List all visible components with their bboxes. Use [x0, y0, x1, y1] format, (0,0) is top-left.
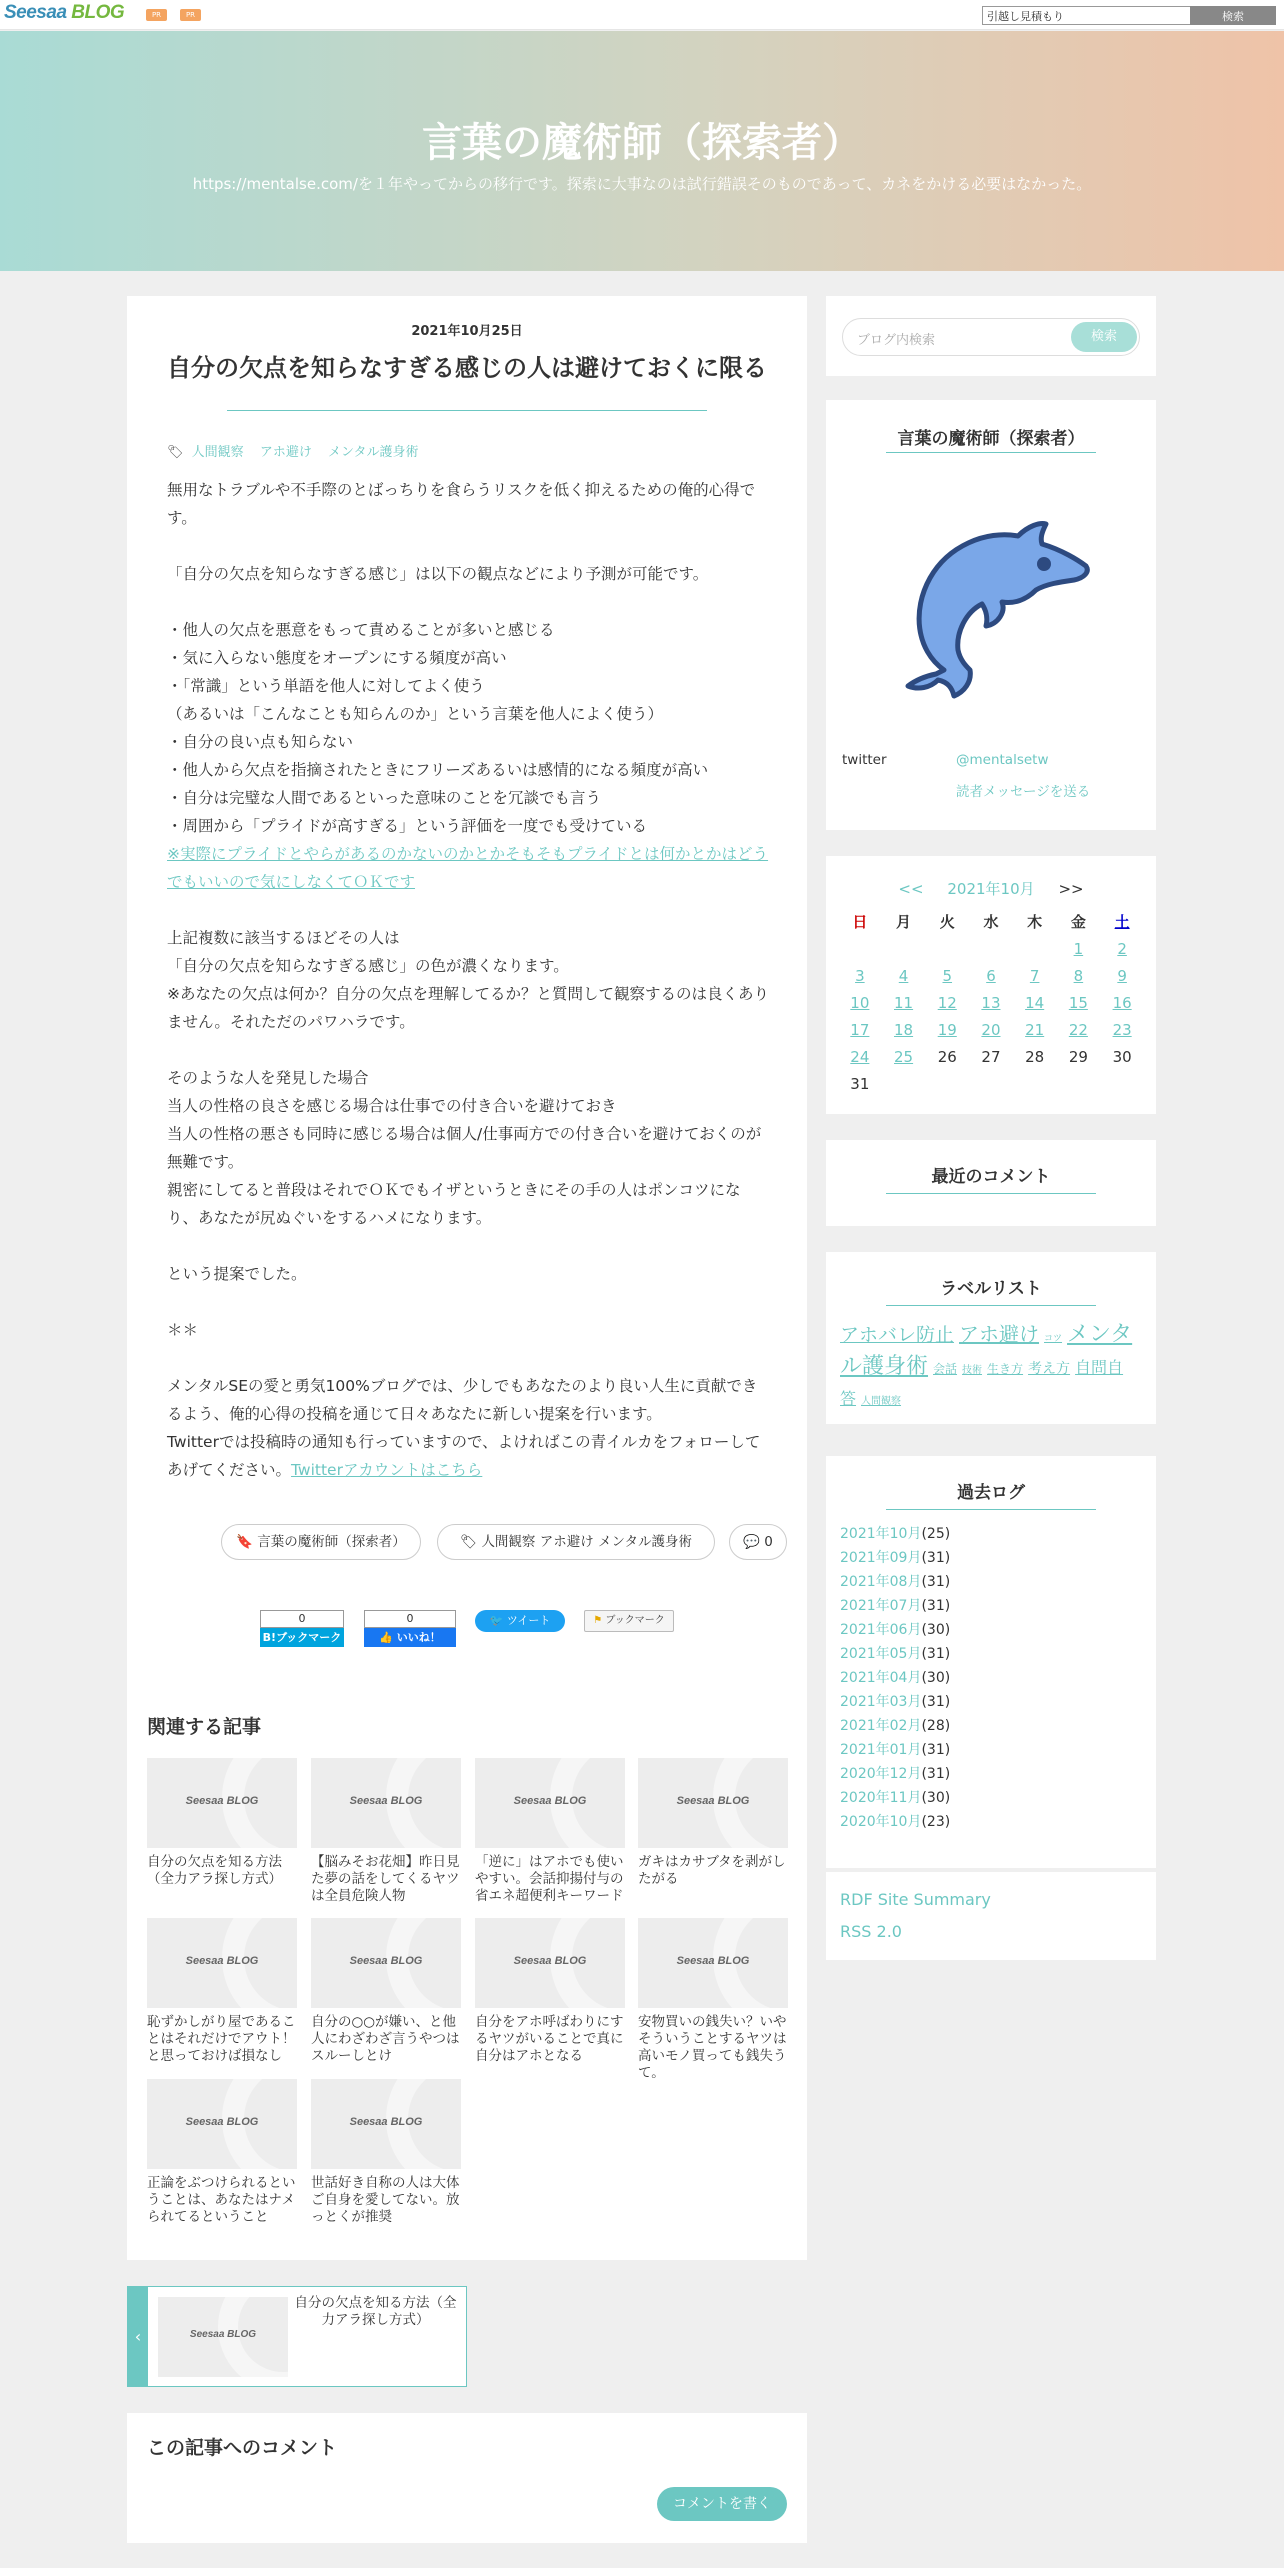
calendar-day [1013, 935, 1057, 962]
calendar-day-link[interactable]: 6 [986, 966, 996, 985]
tags-icon: 🏷 [167, 445, 184, 460]
calendar-day-link[interactable]: 15 [1068, 993, 1088, 1012]
archive-item [840, 1690, 950, 1714]
calendar-weekday: 日 [852, 913, 868, 931]
body-line: 「自分の欠点を知らなすぎる感じ」の色が濃くなります。 [167, 957, 569, 975]
archive-count: (30) [921, 1790, 951, 1806]
site-title[interactable]: 言葉の魔術師（探索者） [422, 120, 862, 166]
twitter-account-link[interactable]: Twitterアカウントはこちら [291, 1461, 483, 1479]
calendar-weekday: 水 [983, 913, 999, 931]
label-link[interactable]: 技術 [962, 1365, 983, 1376]
tags-pill[interactable]: 🏷 人間観察 アホ避け メンタル護身術 [437, 1524, 715, 1560]
archive-month-link[interactable]: 2021年03月 [840, 1694, 922, 1710]
body-line: という提案でした。 [167, 1265, 307, 1283]
calendar-day: 27 [981, 1047, 1001, 1066]
calendar-prev-link[interactable]: << [898, 880, 924, 898]
chevron-left-icon[interactable]: ‹ [128, 2287, 148, 2386]
comment-count-pill[interactable]: 💬 0 [729, 1524, 787, 1560]
calendar-day[interactable] [1100, 1016, 1144, 1043]
archive-count: (31) [921, 1574, 951, 1590]
body-line: ・自分は完璧な人間であるといった意味のことを冗談でも言う [167, 789, 602, 807]
bookmark-icon: 🔖 [236, 1534, 253, 1550]
calendar-day-link[interactable]: 24 [850, 1047, 870, 1066]
body-line: ・他人の欠点を悪意をもって責めることが多いと感じる [167, 621, 555, 639]
tweet-button[interactable]: 🐦 ツイート [475, 1610, 565, 1632]
calendar-day [1013, 1070, 1057, 1097]
body-line: 無用なトラブルや不手際のとばっちりを食らうリスクを低く抑えるための俺的心得です。 [167, 481, 756, 527]
calendar-weekday: 土 [1114, 913, 1130, 931]
label-cloud [840, 1320, 1140, 1416]
seesaa-logo[interactable]: Seesaa BLOG [4, 2, 125, 23]
post-body [167, 476, 771, 1484]
calendar-next-link[interactable]: >> [1058, 880, 1084, 898]
calendar-month[interactable]: 2021年10月 [947, 880, 1035, 898]
tag-link[interactable]: 人間観察 [191, 445, 244, 460]
calendar-day [925, 1070, 969, 1097]
body-line: Twitterでは投稿時の通知も行っていますので、よければこの青イルカをフォローしてあげてください。Twitterアカウントはこちら [167, 1433, 761, 1479]
archive-month-link[interactable]: 2021年01月 [840, 1742, 922, 1758]
global-search-button[interactable]: 検索 [1190, 6, 1276, 25]
calendar-day [969, 1070, 1013, 1097]
archive-count: (25) [921, 1526, 951, 1542]
calendar-day[interactable] [925, 989, 969, 1016]
related-article[interactable] [638, 1918, 788, 2082]
calendar-day: 29 [1068, 1047, 1088, 1066]
bookmark-button[interactable]: ⚑ ブックマーク [584, 1610, 674, 1632]
calendar-day[interactable] [838, 1043, 882, 1070]
calendar-day[interactable] [925, 1016, 969, 1043]
archive-item [840, 1642, 950, 1666]
calendar-day[interactable] [1057, 1016, 1101, 1043]
calendar-day[interactable] [969, 989, 1013, 1016]
tags-icon: 🏷 [460, 1534, 478, 1550]
label-link[interactable]: 会話 [933, 1362, 958, 1376]
twitter-label: twitter [842, 752, 887, 768]
calendar-day[interactable] [1013, 962, 1057, 989]
title-divider [227, 410, 707, 411]
calendar-day [969, 935, 1013, 962]
archive-month-link[interactable]: 2021年08月 [840, 1574, 922, 1590]
label-link[interactable]: コツ [1044, 1334, 1063, 1344]
calendar-day-link[interactable]: 22 [1068, 1020, 1088, 1039]
archive-count: (31) [921, 1598, 951, 1614]
related-title[interactable]: 正論をぶつけられるということは、あなたはナメられてるということ [147, 2175, 296, 2225]
related-thumbnail[interactable]: Seesaa BLOG [475, 1758, 625, 1848]
calendar-day [882, 1070, 926, 1097]
calendar-day[interactable] [1057, 935, 1101, 962]
archive-count: (31) [921, 1646, 951, 1662]
related-article[interactable] [147, 2079, 297, 2226]
calendar-day-link[interactable]: 5 [942, 966, 953, 985]
facebook-count: 0 [364, 1610, 456, 1628]
calendar-day [882, 935, 926, 962]
calendar-day: 26 [937, 1047, 957, 1066]
comments-section [127, 2413, 807, 2543]
calendar-weekday: 木 [1027, 913, 1043, 931]
archive-month-link[interactable]: 2021年09月 [840, 1550, 922, 1566]
calendar-day [1057, 1070, 1101, 1097]
archive-item [840, 1546, 950, 1570]
calendar-day[interactable] [1100, 962, 1144, 989]
post-title: 自分の欠点を知らなすぎる感じの人は避けておくに限る [167, 354, 767, 382]
hatena-bookmark-button[interactable]: 0 B!ブックマーク [260, 1610, 344, 1647]
calendar-day[interactable] [882, 962, 926, 989]
post-meta-pills [127, 1524, 807, 1560]
blog-search-box[interactable] [842, 318, 1140, 356]
recent-comments-title: 最近のコメント [931, 1167, 1051, 1187]
archive-item [840, 1714, 950, 1738]
related-title[interactable]: 自分の○○が嫌い、と他人にわざわざ言うやつはスルーしとけ [311, 2014, 460, 2064]
body-line [167, 532, 771, 560]
calendar-weekday: 月 [896, 913, 912, 931]
calendar-day [838, 935, 882, 962]
related-title[interactable]: 安物買いの銭失い？いやそういうことするヤツは高いモノ買っても銭失うて。 [638, 2014, 787, 2081]
related-title[interactable]: 自分をアホ呼ばわりにするヤツがいることで真に自分はアホとなる [475, 2014, 624, 2064]
blog-search-input[interactable]: ブログ内検索 [857, 333, 936, 348]
calendar-day[interactable] [1100, 989, 1144, 1016]
related-thumbnail[interactable]: Seesaa BLOG [311, 1918, 461, 2008]
write-comment-button[interactable]: コメントを書く [657, 2487, 787, 2521]
calendar-day-link[interactable]: 12 [937, 993, 957, 1012]
body-line: 親密にしてると普段はそれでＯＫでもイザというときにその手の人はポンコツになり、あなたが尻ぬぐいをするハメになります。 [167, 1181, 741, 1227]
calendar-day-link[interactable]: 23 [1112, 1020, 1132, 1039]
calendar-day-link[interactable]: 19 [937, 1020, 957, 1039]
hatena-count: 0 [260, 1610, 344, 1628]
archive-count: (28) [921, 1718, 951, 1734]
archive-month-link[interactable]: 2021年04月 [840, 1670, 922, 1686]
related-thumbnail[interactable]: Seesaa BLOG [638, 1758, 788, 1848]
archive-item [840, 1618, 950, 1642]
archive-item [840, 1738, 950, 1762]
calendar-day[interactable] [1013, 989, 1057, 1016]
post-tags [167, 441, 430, 460]
calendar-day-link[interactable]: 2 [1117, 939, 1127, 958]
sidebar-feeds [826, 1872, 1156, 1960]
related-article[interactable] [147, 1758, 297, 1888]
calendar-day [925, 935, 969, 962]
body-line [167, 1232, 771, 1260]
twitter-handle-link[interactable]: @mentalsetw [956, 752, 1049, 768]
label-link[interactable]: アホ避け [959, 1322, 1040, 1346]
calendar-day[interactable] [882, 1043, 926, 1070]
related-title[interactable]: 【脳みそお花畑】昨日見た夢の話をしてくるヤツは全員危険人物 [311, 1854, 460, 1904]
calendar-day-link[interactable]: 9 [1117, 966, 1127, 985]
calendar-day-link[interactable]: 1 [1073, 939, 1084, 958]
sidebar-search [826, 296, 1156, 376]
archive-title: 過去ログ [957, 1483, 1025, 1503]
global-search-input[interactable] [982, 6, 1191, 25]
previous-post-title[interactable]: 自分の欠点を知る方法（全力アラ探し方式） [294, 2295, 457, 2328]
calendar-day-link[interactable]: 20 [981, 1020, 1001, 1039]
body-line: 当人の性格の良さを感じる場合は仕事での付き合いを避けておき [167, 1097, 617, 1115]
calendar-day[interactable] [838, 1016, 882, 1043]
archive-count: (31) [921, 1694, 951, 1710]
related-article[interactable] [147, 1918, 297, 2065]
body-line: （あるいは「こんなことも知らんのか」という言葉を他人によく使う） [167, 705, 664, 723]
calendar-table [838, 908, 1144, 1097]
previous-post-thumbnail[interactable]: Seesaa BLOG [158, 2297, 288, 2377]
archive-month-link[interactable]: 2021年07月 [840, 1598, 922, 1614]
related-heading: 関連する記事 [147, 1716, 262, 1738]
related-title[interactable]: ガキはカサブタを剥がしたがる [638, 1854, 786, 1887]
related-title[interactable]: 自分の欠点を知る方法（全力アラ探し方式） [147, 1854, 282, 1887]
archive-month-link[interactable]: 2021年06月 [840, 1622, 922, 1638]
calendar-day[interactable] [969, 962, 1013, 989]
calendar-day-link[interactable]: 13 [981, 993, 1001, 1012]
label-link[interactable]: 生き方 [987, 1362, 1024, 1376]
comments-heading: この記事へのコメント [147, 2437, 338, 2459]
calendar-day-link[interactable]: 8 [1073, 966, 1084, 985]
profile-title: 言葉の魔術師（探索者） [897, 429, 1085, 449]
pr-badge[interactable]: PR [180, 9, 201, 21]
archive-count: (30) [921, 1670, 951, 1686]
article-card [127, 296, 807, 2260]
blog-header [0, 31, 1284, 271]
calendar-weekday: 金 [1070, 913, 1086, 931]
body-line: メンタルSEの愛と勇気100%ブログでは、少しでもあなたのより良い人生に貢献できるよう、俺的心得の投稿を通じて日々あなたに新しい提案を行います。 [167, 1377, 758, 1423]
body-line [167, 1036, 771, 1064]
calendar-day-link[interactable]: 11 [894, 993, 914, 1012]
related-thumbnail[interactable]: Seesaa BLOG [311, 2079, 461, 2169]
calendar-day-link[interactable]: 7 [1029, 966, 1040, 985]
calendar-day[interactable] [838, 962, 882, 989]
related-article[interactable] [311, 1918, 461, 2065]
post-date: 2021年10月25日 [411, 324, 523, 339]
related-thumbnail[interactable]: Seesaa BLOG [147, 2079, 297, 2169]
related-thumbnail[interactable]: Seesaa BLOG [638, 1918, 788, 2008]
archive-count: (23) [921, 1814, 951, 1830]
bookmark-flag-icon: ⚑ [593, 1615, 603, 1626]
archive-month-link[interactable]: 2020年11月 [840, 1790, 922, 1806]
label-link[interactable]: アホバレ防止 [840, 1324, 955, 1346]
thumbs-up-icon: 👍 [379, 1631, 393, 1644]
related-thumbnail[interactable]: Seesaa BLOG [147, 1918, 297, 2008]
archive-list [840, 1522, 950, 1834]
body-line: ＊＊ [167, 1321, 199, 1339]
sidebar-archive [826, 1456, 1156, 1868]
body-line: そのような人を発見した場合 [167, 1069, 369, 1087]
archive-month-link[interactable]: 2021年05月 [840, 1646, 922, 1662]
body-line: 当人の性格の悪さも同時に感じる場合は個人/仕事両方での付き合いを避けておくのが無難です。 [167, 1125, 762, 1171]
body-line [167, 896, 771, 924]
twitter-bird-icon: 🐦 [489, 1614, 504, 1627]
related-article[interactable] [311, 2079, 461, 2226]
related-thumbnail[interactable]: Seesaa BLOG [311, 1758, 461, 1848]
calendar-day: 31 [850, 1074, 870, 1093]
related-article[interactable] [311, 1758, 461, 1905]
archive-item [840, 1762, 950, 1786]
calendar-day [1100, 1070, 1144, 1097]
calendar-day[interactable] [838, 989, 882, 1016]
pr-badge[interactable]: PR [146, 9, 167, 21]
body-line: ・「常識」という単語を他人に対してよく使う [167, 677, 485, 695]
body-line: 「自分の欠点を知らなすぎる感じ」は以下の観点などにより予測が可能です。 [167, 565, 709, 583]
calendar-day-link[interactable]: 14 [1025, 993, 1045, 1012]
calendar-day[interactable] [969, 1016, 1013, 1043]
label-link[interactable]: メンタル護身術 [840, 1322, 1133, 1379]
labels-title: ラベルリスト [940, 1279, 1042, 1299]
sidebar-labels [826, 1252, 1156, 1424]
top-bar [0, 0, 1284, 30]
related-article[interactable] [475, 1758, 625, 1905]
related-title[interactable]: 世話好き自称の人は大体ご自身を愛してない。放っとくが推奨 [311, 2175, 460, 2225]
archive-item [840, 1810, 950, 1834]
body-line: ・気に入らない態度をオープンにする頻度が高い [167, 649, 507, 667]
calendar-day: 28 [1025, 1047, 1045, 1066]
related-title[interactable]: 「逆に」はアホでも使いやすい。会話抑揚付与の省エネ超便利キーワード [475, 1854, 624, 1904]
previous-post-card[interactable] [127, 2286, 467, 2387]
archive-month-link[interactable]: 2021年02月 [840, 1718, 922, 1734]
calendar-day-link[interactable]: 21 [1025, 1020, 1045, 1039]
body-line: ※あなたの欠点は何か？自分の欠点を理解してるか？と質問して観察するのは良くありません。それただのパワハラです。 [167, 985, 769, 1031]
sidebar-profile [826, 400, 1156, 830]
sidebar-calendar [826, 856, 1156, 1114]
related-thumbnail[interactable]: Seesaa BLOG [475, 1918, 625, 2008]
archive-item [840, 1786, 950, 1810]
archive-month-link[interactable]: 2020年10月 [840, 1814, 922, 1830]
label-link[interactable]: 考え方 [1028, 1361, 1071, 1377]
calendar-day[interactable] [882, 989, 926, 1016]
calendar-day-link[interactable]: 16 [1112, 993, 1132, 1012]
archive-item [840, 1594, 950, 1618]
body-line [167, 1288, 771, 1316]
reader-message-link[interactable]: 読者メッセージを送る [956, 784, 1091, 800]
related-article[interactable] [475, 1918, 625, 2065]
calendar-day[interactable] [925, 962, 969, 989]
body-line: ・周囲から「プライドが高すぎる」という評価を一度でも受けている [167, 817, 648, 835]
calendar-day-link[interactable]: 25 [894, 1047, 914, 1066]
body-line: ・他人から欠点を指摘されたときにフリーズあるいは感情的になる頻度が高い [167, 761, 709, 779]
calendar-weekday: 火 [939, 913, 955, 931]
related-article[interactable] [638, 1758, 788, 1888]
archive-item [840, 1522, 950, 1546]
related-thumbnail[interactable]: Seesaa BLOG [147, 1758, 297, 1848]
calendar-day[interactable] [1057, 989, 1101, 1016]
facebook-like-button[interactable]: 0 👍 いいね！ [364, 1610, 456, 1647]
body-line[interactable]: ※実際にプライドとやらがあるのかないのかとかそもそもプライドとは何かとかはどうでもいいので気にしなくてＯＫです [167, 845, 769, 891]
share-buttons [127, 1610, 807, 1660]
calendar-day-link[interactable]: 17 [850, 1020, 870, 1039]
archive-count: (31) [921, 1742, 951, 1758]
body-line [167, 588, 771, 616]
body-line [167, 1344, 771, 1372]
calendar-day-link[interactable]: 3 [855, 966, 865, 985]
calendar-day: 30 [1112, 1047, 1132, 1066]
body-line: 上記複数に該当するほどその人は [167, 929, 400, 947]
label-link[interactable]: 人間観察 [861, 1396, 902, 1407]
archive-count: (31) [921, 1550, 951, 1566]
dolphin-avatar-icon [886, 500, 1096, 700]
calendar-day-link[interactable]: 10 [850, 993, 870, 1012]
archive-count: (31) [921, 1766, 951, 1782]
archive-month-link[interactable]: 2021年10月 [840, 1526, 922, 1542]
tag-link[interactable]: アホ避け [259, 445, 312, 460]
calendar-day-link[interactable]: 4 [898, 966, 909, 985]
sidebar-recent-comments [826, 1140, 1156, 1226]
rss-link[interactable]: RSS 2.0 [840, 1922, 902, 1941]
archive-month-link[interactable]: 2020年12月 [840, 1766, 922, 1782]
calendar-day[interactable] [1057, 962, 1101, 989]
site-description: https://mentalse.com/を１年やってからの移行です。探索に大事なのは試行錯誤そのものであって、カネをかける必要はなかった。 [192, 175, 1092, 193]
comment-icon: 💬 [743, 1534, 760, 1550]
archive-count: (30) [921, 1622, 951, 1638]
blog-name-pill[interactable]: 🔖 言葉の魔術師（探索者） [221, 1524, 421, 1560]
tag-link[interactable]: メンタル護身術 [327, 445, 419, 460]
calendar-day[interactable] [882, 1016, 926, 1043]
label-link[interactable]: 自問自答 [840, 1358, 1124, 1408]
blog-search-button[interactable]: 検索 [1071, 322, 1137, 352]
body-line: ・自分の良い点も知らない [167, 733, 354, 751]
calendar-day[interactable] [1013, 1016, 1057, 1043]
archive-item [840, 1570, 950, 1594]
calendar-day-link[interactable]: 18 [894, 1020, 914, 1039]
calendar-nav [826, 878, 1156, 899]
rdf-link[interactable]: RDF Site Summary [840, 1890, 991, 1909]
related-title[interactable]: 恥ずかしがり屋であることはそれだけでアウト！と思っておけば損なし [147, 2014, 296, 2064]
calendar-day[interactable] [1100, 935, 1144, 962]
archive-item [840, 1666, 950, 1690]
